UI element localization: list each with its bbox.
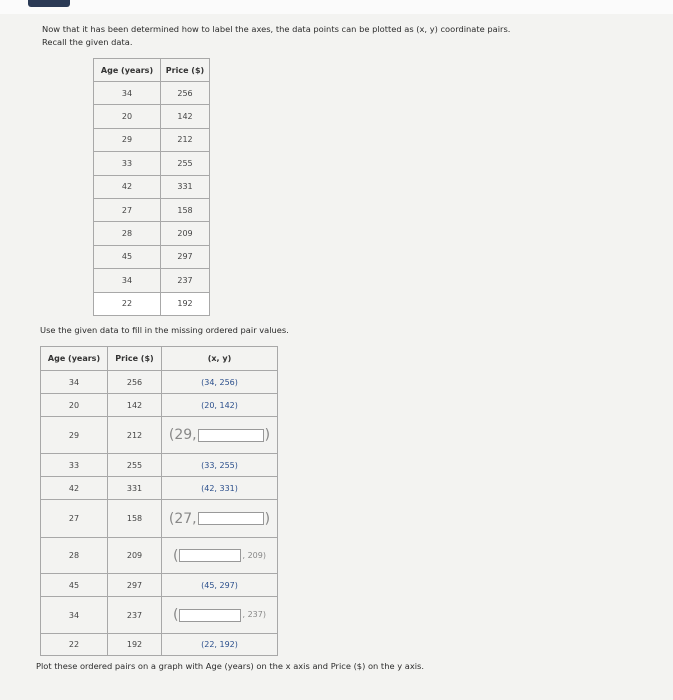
- cell-age: 29: [41, 417, 108, 454]
- cell-price: 209: [108, 538, 162, 574]
- cell-age: 27: [94, 198, 161, 221]
- col-header-price: Price ($): [108, 347, 162, 371]
- cell-age: 45: [94, 245, 161, 268]
- cell-pair: [162, 417, 278, 454]
- cell-price: 255: [108, 454, 162, 477]
- pair-prefix: (: [173, 547, 179, 564]
- table-row: [94, 82, 210, 105]
- instruction-text: Use the given data to fill in the missing ordered pair values.: [40, 325, 289, 335]
- table-row: [94, 245, 210, 268]
- cell-age: 29: [94, 128, 161, 151]
- cell-price: 142: [161, 105, 210, 128]
- cell-price: 158: [108, 500, 162, 538]
- cell-pair: [162, 538, 278, 574]
- cell-age: 34: [41, 371, 108, 394]
- table-row: [41, 417, 278, 454]
- cell-price: 209: [161, 222, 210, 245]
- table-row: [94, 269, 210, 292]
- cell-age: 34: [41, 597, 108, 634]
- cell-age: 20: [41, 394, 108, 417]
- table-row: [94, 152, 210, 175]
- top-bar: [0, 0, 673, 14]
- cell-pair: (22, 192): [162, 634, 278, 656]
- table-row: [41, 597, 278, 634]
- col-header-pair: (x, y): [162, 347, 278, 371]
- given-data-table: [93, 58, 210, 316]
- answer-input-x-209[interactable]: [179, 549, 241, 562]
- pair-prefix: (29,: [168, 427, 197, 443]
- pair-suffix: , 237): [242, 610, 266, 619]
- col-header-age: Age (years): [94, 59, 161, 82]
- table-row: [94, 175, 210, 198]
- plot-instruction: Plot these ordered pairs on a graph with Age (years) on the x axis and Price ($) on the y axis.: [36, 661, 424, 671]
- cell-age: 34: [94, 269, 161, 292]
- cell-pair: (33, 255): [162, 454, 278, 477]
- table-row: [94, 222, 210, 245]
- cell-pair: (45, 297): [162, 574, 278, 597]
- table-row: [41, 477, 278, 500]
- table-row: [94, 292, 210, 315]
- cell-pair: (20, 142): [162, 394, 278, 417]
- col-header-age: Age (years): [41, 347, 108, 371]
- cell-price: 297: [161, 245, 210, 268]
- ordered-pairs-table: [40, 346, 278, 656]
- cell-age: 20: [94, 105, 161, 128]
- cell-pair: (42, 331): [162, 477, 278, 500]
- cell-age: 27: [41, 500, 108, 538]
- answer-input-y-27[interactable]: [198, 512, 264, 525]
- pair-suffix: , 209): [242, 550, 266, 560]
- table-row: [94, 105, 210, 128]
- answer-input-y-29[interactable]: [198, 429, 264, 442]
- cell-price: 256: [108, 371, 162, 394]
- recall-text: Recall the given data.: [42, 37, 133, 47]
- table-row: [41, 454, 278, 477]
- cell-pair: [162, 597, 278, 634]
- cell-age: 33: [41, 454, 108, 477]
- cell-age: 34: [94, 82, 161, 105]
- cell-price: 192: [161, 292, 210, 315]
- cell-price: 212: [108, 417, 162, 454]
- cell-price: 331: [108, 477, 162, 500]
- cell-price: 256: [161, 82, 210, 105]
- table-row: [41, 371, 278, 394]
- cell-pair: [162, 500, 278, 538]
- table-row: [41, 634, 278, 656]
- cell-age: 22: [94, 292, 161, 315]
- cell-price: 192: [108, 634, 162, 656]
- col-header-price: Price ($): [161, 59, 210, 82]
- pair-suffix: ): [264, 427, 271, 443]
- pair-suffix: ): [264, 510, 271, 527]
- table-row: [94, 198, 210, 221]
- pair-prefix: (: [173, 607, 179, 623]
- cell-age: 33: [94, 152, 161, 175]
- cell-price: 237: [108, 597, 162, 634]
- answer-input-x-237[interactable]: [179, 609, 241, 622]
- table-row: [41, 500, 278, 538]
- cell-age: 42: [94, 175, 161, 198]
- cell-age: 28: [41, 538, 108, 574]
- cell-age: 42: [41, 477, 108, 500]
- cell-price: 297: [108, 574, 162, 597]
- cell-price: 158: [161, 198, 210, 221]
- step-tab[interactable]: [28, 0, 70, 7]
- cell-pair: (34, 256): [162, 371, 278, 394]
- table-row: [41, 574, 278, 597]
- cell-age: 45: [41, 574, 108, 597]
- cell-price: 255: [161, 152, 210, 175]
- cell-age: 22: [41, 634, 108, 656]
- pair-prefix: (27,: [168, 510, 197, 527]
- cell-price: 331: [161, 175, 210, 198]
- intro-text: Now that it has been determined how to label the axes, the data points can be plotted as (x, y) coordinate pairs.: [42, 24, 511, 34]
- cell-price: 142: [108, 394, 162, 417]
- table-row: [41, 538, 278, 574]
- table-row: [94, 128, 210, 151]
- table-row: [41, 394, 278, 417]
- cell-price: 237: [161, 269, 210, 292]
- cell-price: 212: [161, 128, 210, 151]
- cell-age: 28: [94, 222, 161, 245]
